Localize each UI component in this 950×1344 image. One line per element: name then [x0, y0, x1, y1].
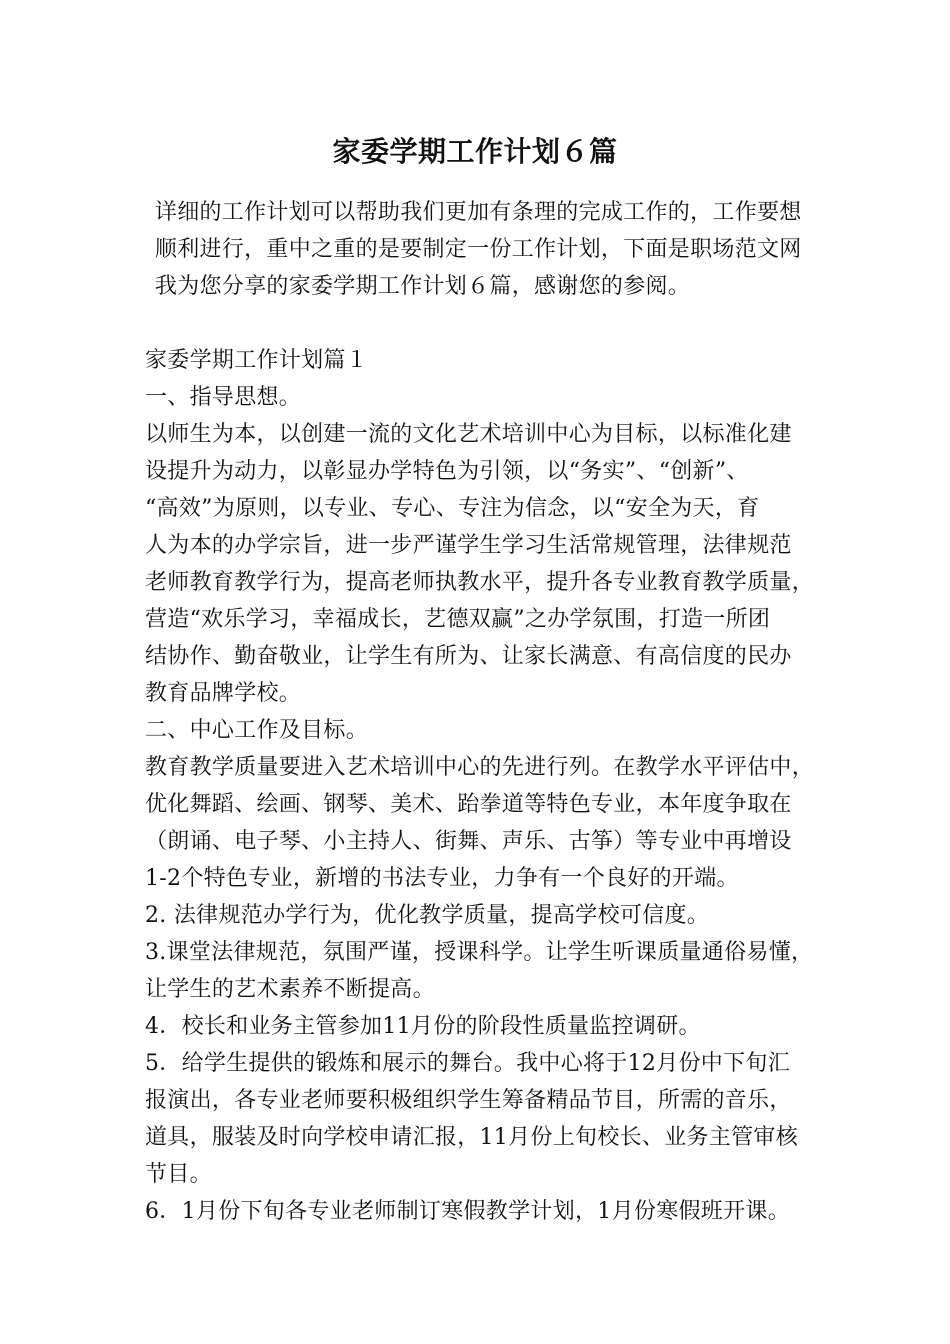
text-line: 5．给学生提供的锻炼和展示的舞台。我中心将于12月份中下旬汇: [145, 1051, 790, 1076]
list-item-3: [145, 934, 825, 1008]
text-line: 老师教育教学行为，提高老师执教水平，提升各专业教育教学质量，: [145, 570, 815, 595]
paragraph-central-work: [145, 749, 825, 897]
intro-line: 顺利进行，重中之重的是要制定一份工作计划，下面是职场范文网: [154, 237, 802, 262]
list-item-5: [145, 1045, 825, 1193]
intro-line: 我为您分享的家委学期工作计划６篇，感谢您的参阅。: [154, 274, 691, 299]
intro-paragraph: [145, 194, 825, 305]
text-line: 节目。: [145, 1162, 212, 1187]
text-line: 结协作、勤奋敬业，让学生有所为、让家长满意、有高信度的民办: [145, 644, 792, 669]
text-line: 让学生的艺术素养不断提高。: [145, 977, 435, 1002]
paragraph-guiding-ideology: [145, 416, 825, 712]
heading-central-work: 二、中心工作及目标。: [145, 718, 369, 743]
text-line: 报演出，各专业老师要积极组织学生筹备精品节目，所需的音乐，: [145, 1088, 792, 1113]
main-content: [145, 342, 825, 1230]
list-item-4: 4．校长和业务主管参加11月份的阶段性质量监控调研。: [145, 1014, 701, 1039]
text-line: 营造“欢乐学习，幸福成长，艺德双赢”之办学氛围，打造一所团: [145, 607, 771, 632]
text-line: 教育品牌学校。: [145, 681, 302, 706]
text-line: 设提升为动力，以彰显办学特色为引领，以“务实”、“创新”、: [145, 459, 749, 484]
text-line: 1-2个特色专业，新增的书法专业，力争有一个良好的开端。: [145, 866, 739, 891]
text-line: “高效”为原则，以专业、专心、专注为信念，以“安全为天，育: [145, 496, 760, 521]
text-line: 3.课堂法律规范，氛围严谨，授课科学。让学生听课质量通俗易懂，: [145, 940, 814, 965]
text-line: （朗诵、电子琴、小主持人、街舞、声乐、古筝）等专业中再增设: [145, 829, 792, 854]
intro-line: 详细的工作计划可以帮助我们更加有条理的完成工作的，工作要想: [154, 200, 802, 225]
text-line: 教育教学质量要进入艺术培训中心的先进行列。在教学水平评估中，: [145, 755, 815, 780]
list-item-6: 6．1月份下旬各专业老师制订寒假教学计划，1月份寒假班开课。: [145, 1199, 790, 1224]
text-line: 以师生为本，以创建一流的文化艺术培训中心为目标，以标准化建: [145, 422, 792, 447]
section-title: 家委学期工作计划篇１: [145, 348, 369, 373]
document-title: 家委学期工作计划６篇: [332, 135, 618, 168]
heading-guiding-ideology: 一、指导思想。: [145, 385, 302, 410]
list-item-2: 2. 法律规范办学行为，优化教学质量，提高学校可信度。: [145, 903, 710, 928]
text-line: 优化舞蹈、绘画、钢琴、美术、跆拳道等特色专业，本年度争取在: [145, 792, 792, 817]
text-line: 人为本的办学宗旨，进一步严谨学生学习生活常规管理，法律规范: [145, 533, 792, 558]
text-line: 道具，服装及时向学校申请汇报，11月份上旬校长、业务主管审核: [145, 1125, 798, 1150]
